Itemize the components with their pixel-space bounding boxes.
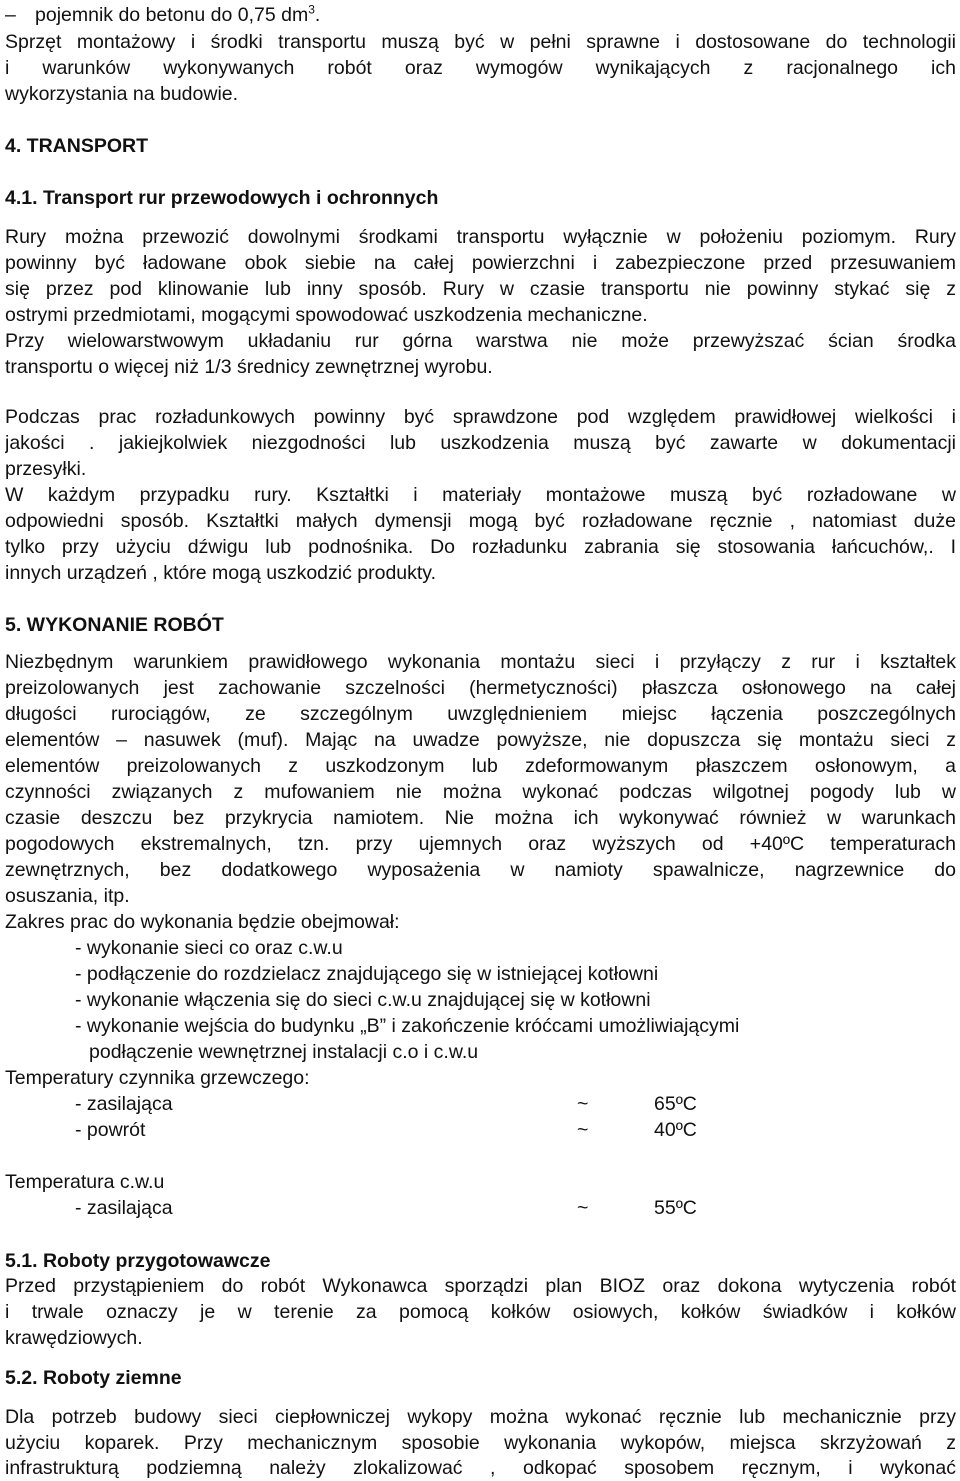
superscript: 3 xyxy=(308,2,315,17)
paragraph-line: i warunków wykonywanych robót oraz wymogów wynikających z racjonalnego ich xyxy=(5,57,956,79)
paragraph-line: W każdym przypadku rury. Kształtki i materiały montażowe muszą być rozładowane w xyxy=(5,484,956,506)
paragraph-line: jakości . jakiejkolwiek niezgodności lub uszkodzenia muszą być zawarte w dokumentacji xyxy=(5,432,956,454)
section-heading: 5. WYKONANIE ROBÓT xyxy=(5,614,224,636)
paragraph-line: użyciu koparek. Przy mechanicznym sposobie wykonania wykopów, miejsca skrzyżowań z xyxy=(5,1432,956,1454)
paragraph-line: preizolowanych jest zachowanie szczelności (hermetyczności) płaszcza osłonowego na całej xyxy=(5,677,956,699)
scope-item: - wykonanie wejścia do budynku „B” i zakończenie króćcami umożliwiającymi xyxy=(75,1015,740,1037)
paragraph-line: długości rurociągów, ze szczególnym uwzględnieniem miejsc łączenia poszczególnych xyxy=(5,703,956,725)
paragraph-line: krawędziowych. xyxy=(5,1327,143,1349)
paragraph-line: czasie deszczu bez przykrycia namiotem. Nie można ich wykonywać również w warunkach xyxy=(5,807,956,829)
scope-item-continuation: podłączenie wewnętrznej instalacji c.o i c.w.u xyxy=(89,1041,479,1063)
temperature-label: Temperatury czynnika grzewczego: xyxy=(5,1067,310,1089)
temperature-value: 65ºC xyxy=(654,1093,697,1115)
paragraph-line: osuszania, itp. xyxy=(5,885,130,907)
temperature-row-label: - zasilająca xyxy=(75,1093,173,1115)
paragraph-line: się przez pod klinowanie lub inny sposób. Rury w czasie transportu nie powinny stykać się z xyxy=(5,278,956,300)
paragraph-line: Niezbędnym warunkiem prawidłowego wykonania montażu sieci i przyłączy z rur i kształtek xyxy=(5,651,956,673)
paragraph-line: zewnętrznych, bez dodatkowego wyposażenia w namioty spawalnicze, nagrzewnice do xyxy=(5,859,956,881)
list-dash: – xyxy=(5,4,16,26)
temperature-row xyxy=(75,1091,956,1117)
paragraph-line: czynności związanych z mufowaniem nie można wykonać podczas wilgotnej pogody lub w xyxy=(5,781,956,803)
temperature-value: 55ºC xyxy=(654,1197,697,1219)
paragraph-line: ostrymi przedmiotami, mogącymi spowodować uszkodzenia mechaniczne. xyxy=(5,304,648,326)
scope-item: - wykonanie sieci co oraz c.w.u xyxy=(75,937,343,959)
cwu-label: Temperatura c.w.u xyxy=(5,1171,165,1193)
temperature-value: 40ºC xyxy=(654,1119,697,1141)
paragraph-line: Rury można przewozić dowolnymi środkami transportu wyłącznie w położeniu poziomym. Rury xyxy=(5,226,956,248)
temperature-row xyxy=(75,1117,956,1143)
subsection-heading: 4.1. Transport rur przewodowych i ochronnych xyxy=(5,187,439,209)
paragraph-line: powinny być ładowane obok siebie na całej powierzchni i zabezpieczone przed przesuwaniem xyxy=(5,252,956,274)
paragraph-line: Podczas prac rozładunkowych powinny być sprawdzone pod względem prawidłowej wielkości i xyxy=(5,406,956,428)
section-heading: 4. TRANSPORT xyxy=(5,135,149,157)
list-item xyxy=(5,2,956,28)
paragraph-line: Sprzęt montażowy i środki transportu muszą być w pełni sprawne i dostosowane do technologii xyxy=(5,31,956,53)
temperature-row-label: - zasilająca xyxy=(75,1197,173,1219)
scope-item: - podłączenie do rozdzielacz znajdującego się w istniejącej kotłowni xyxy=(75,963,659,985)
paragraph-line: wykorzystania na budowie. xyxy=(5,83,239,105)
paragraph-line: Przed przystąpieniem do robót Wykonawca sporządzi plan BIOZ oraz dokona wytyczenia robót xyxy=(5,1275,956,1297)
paragraph-line: tylko przy użyciu dźwigu lub podnośnika. Do rozładunku zabrania się stosowania łańcuchów,. I xyxy=(5,536,956,558)
temperature-row-label: - powrót xyxy=(75,1119,146,1141)
paragraph-line: transportu o więcej niż 1/3 średnicy zewnętrznej wyrobu. xyxy=(5,356,493,378)
paragraph-line: przesyłki. xyxy=(5,458,87,480)
paragraph-line: elementów – nasuwek (muf). Mając na uwadze powyższe, nie dopuszcza się montażu sieci z xyxy=(5,729,956,751)
list-item-text: pojemnik do betonu do 0,75 dm xyxy=(35,4,309,26)
subsection-heading: 5.1. Roboty przygotowawcze xyxy=(5,1250,271,1272)
approx-symbol: ~ xyxy=(577,1197,589,1219)
approx-symbol: ~ xyxy=(577,1119,589,1141)
paragraph-line: elementów preizolowanych z uszkodzonym lub zdeformowanym płaszczem osłonowym, a xyxy=(5,755,956,777)
paragraph-line: infrastrukturą podziemną należy zlokalizować , odkopać sposobem ręcznym, i wykonać xyxy=(5,1457,956,1479)
paragraph-line: Dla potrzeb budowy sieci ciepłowniczej wykopy można wykonać ręcznie lub mechanicznie przy xyxy=(5,1406,956,1428)
temperature-row xyxy=(75,1195,956,1221)
scope-label: Zakres prac do wykonania będzie obejmował: xyxy=(5,911,400,933)
paragraph-line: odpowiedni sposób. Kształtki małych dymensji mogą być rozładowane ręcznie , natomiast duże xyxy=(5,510,956,532)
paragraph-line: pogodowych ekstremalnych, tzn. przy ujemnych oraz wyższych od +40ºC temperaturach xyxy=(5,833,956,855)
paragraph-line: i trwale oznaczy je w terenie za pomocą kołków osiowych, kołków świadków i kołków xyxy=(5,1301,956,1323)
scope-item: - wykonanie włączenia się do sieci c.w.u znajdującej się w kotłowni xyxy=(75,989,651,1011)
paragraph-line: Przy wielowarstwowym układaniu rur górna warstwa nie może przewyższać ścian środka xyxy=(5,330,956,352)
paragraph-line: innych urządzeń , które mogą uszkodzić produkty. xyxy=(5,562,437,584)
subsection-heading: 5.2. Roboty ziemne xyxy=(5,1367,182,1389)
list-item-end: . xyxy=(314,4,321,26)
approx-symbol: ~ xyxy=(577,1093,589,1115)
